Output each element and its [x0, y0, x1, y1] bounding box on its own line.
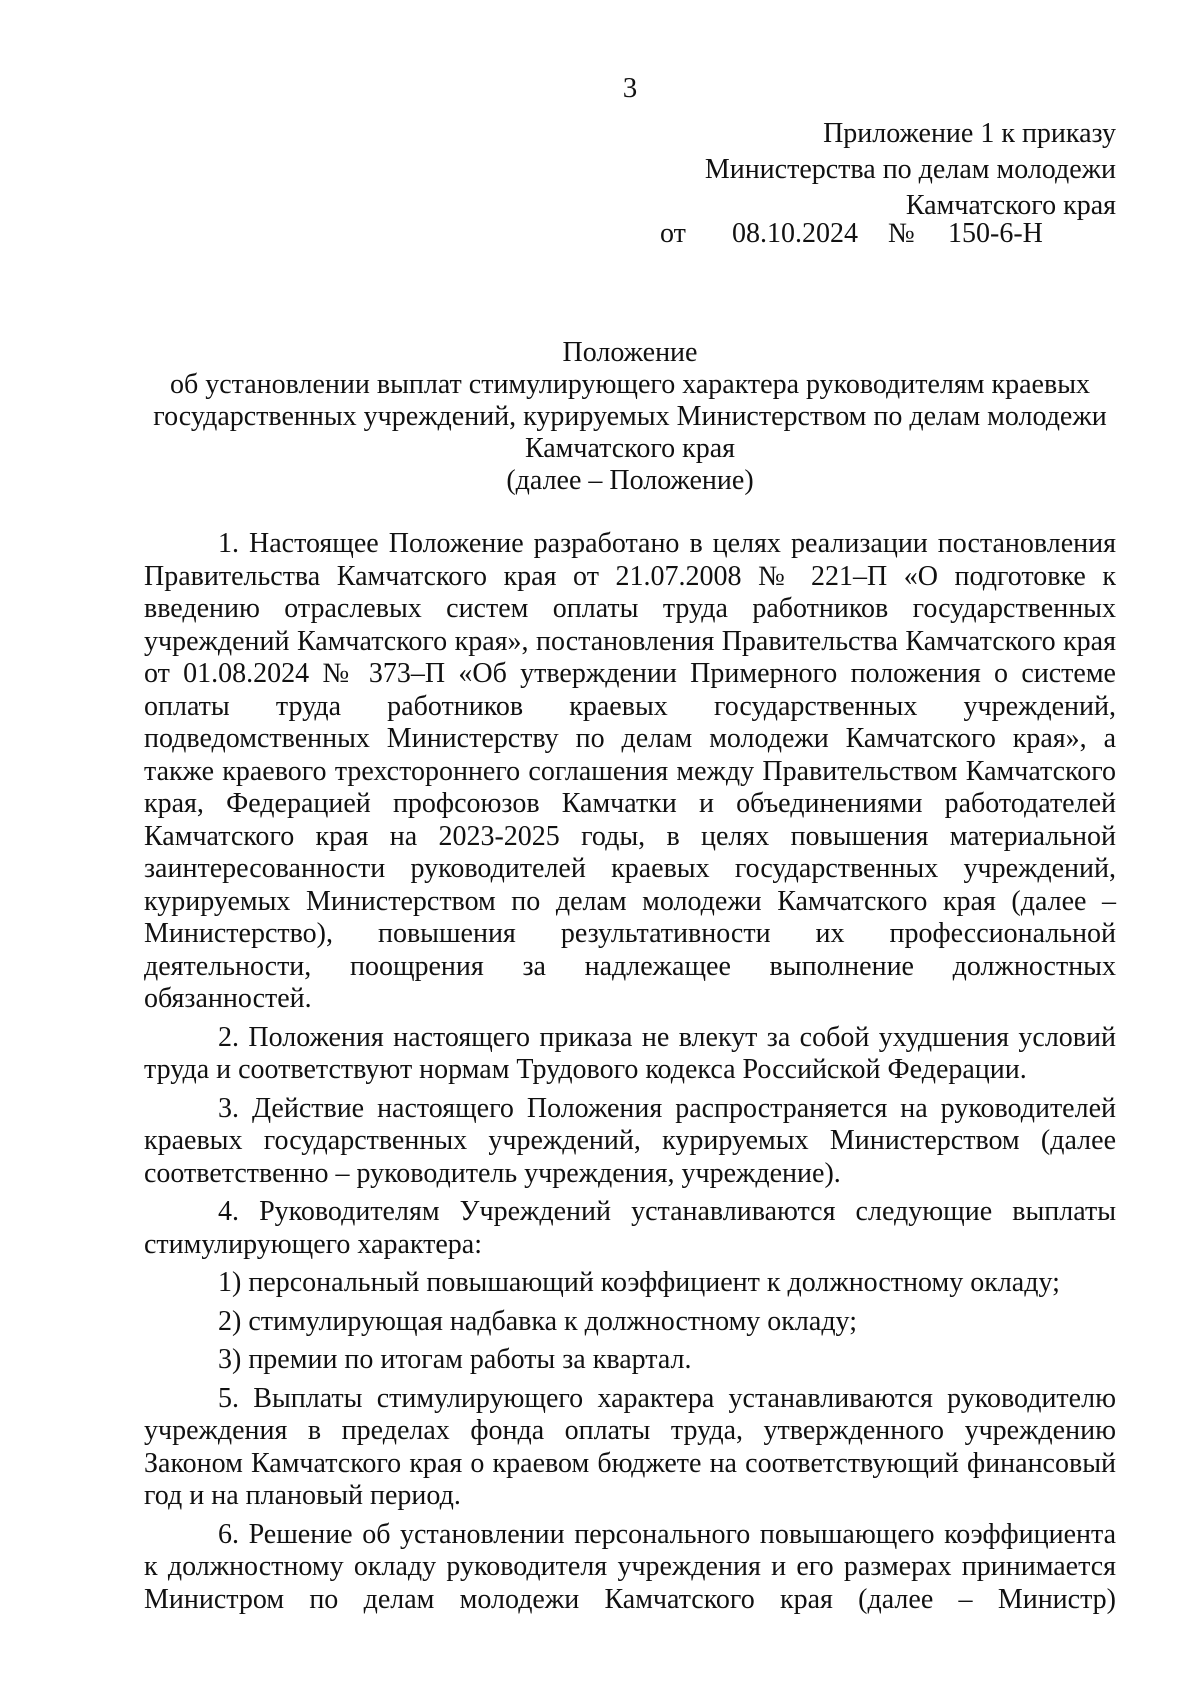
title-line-2: государственных учреждений, курируемых Министерством по делам молодежи: [153, 401, 1107, 432]
paragraph-5: 5. Выплаты стимулирующего характера устанавливаются руководителю учреждения в пределах фонда оплаты труда, утвержденного учреждению Законом Камчатского края о краевом бюджете на соответствующий финансовый год и на плановый период.: [144, 1382, 1116, 1511]
appendix-line-3: Камчатского края: [905, 190, 1116, 221]
document-body: [144, 528, 1116, 1616]
title-heading: Положение: [562, 337, 698, 368]
list-item-2: 2) стимулирующая надбавка к должностному окладу;: [218, 1305, 857, 1337]
order-number: 150-6-Н: [948, 218, 1043, 249]
appendix-line-1: Приложение 1 к приказу: [823, 118, 1116, 149]
page-number: 3: [622, 72, 638, 104]
paragraph-6: 6. Решение об установлении персонального повышающего коэффициента к должностному окладу руководителя учреждения и его размерах принимается Министром по делам молодежи Камчатского края (далее – Министр): [144, 1518, 1116, 1615]
document-title: [144, 337, 1116, 497]
appendix-line-2: Министерства по делам молодежи: [704, 154, 1116, 185]
paragraph-3: 3. Действие настоящего Положения распространяется на руководителей краевых государственных учреждений, курируемых Министерством (далее соответственно – руководитель учреждения, учреждение).: [144, 1092, 1116, 1189]
title-line-1: об установлении выплат стимулирующего характера руководителям краевых: [169, 369, 1091, 400]
order-date: 08.10.2024: [732, 218, 858, 249]
list-item-3: 3) премии по итогам работы за квартал.: [218, 1344, 692, 1375]
title-line-4: (далее – Положение): [506, 465, 754, 496]
appendix-header: [705, 116, 1116, 224]
paragraph-4: 4. Руководителям Учреждений устанавливаются следующие выплаты стимулирующего характера:: [144, 1196, 1116, 1260]
paragraph-2: 2. Положения настоящего приказа не влекут за собой ухудшения условий труда и соответствуют нормам Трудового кодекса Российской Федерации.: [144, 1021, 1116, 1085]
order-from-label: от: [660, 218, 686, 249]
list-item-1: 1) персональный повышающий коэффициент к должностному окладу;: [218, 1267, 1060, 1298]
title-line-3: Камчатского края: [524, 433, 736, 464]
order-number-sign: №: [888, 218, 915, 249]
paragraph-1: 1. Настоящее Положение разработано в целях реализации постановления Правительства Камчатского края от 21.07.2008 № 221–П «О подготовке к введению отраслевых систем оплаты труда работников государственных учреждений Камчатского края», постановления Правительства Камчатского края от 01.08.2024 № 373–П «Об утверждении Примерного положения о системе оплаты труда работников краевых государственных учреждений, подведомственных Министерству по делам молодежи Камчатского края», а также краевого трехстороннего соглашения между Правительством Камчатского края, Федерацией профсоюзов Камчатки и объединениями работодателей Камчатского края на 2023-2025 годы, в целях повышения материальной заинтересованности руководителей краевых государственных учреждений, курируемых Министерством по делам молодежи Камчатского края (далее – Министерство), повышения результативности их профессиональной деятельности, поощрения за надлежащее выполнение должностных обязанностей.: [144, 528, 1116, 1014]
